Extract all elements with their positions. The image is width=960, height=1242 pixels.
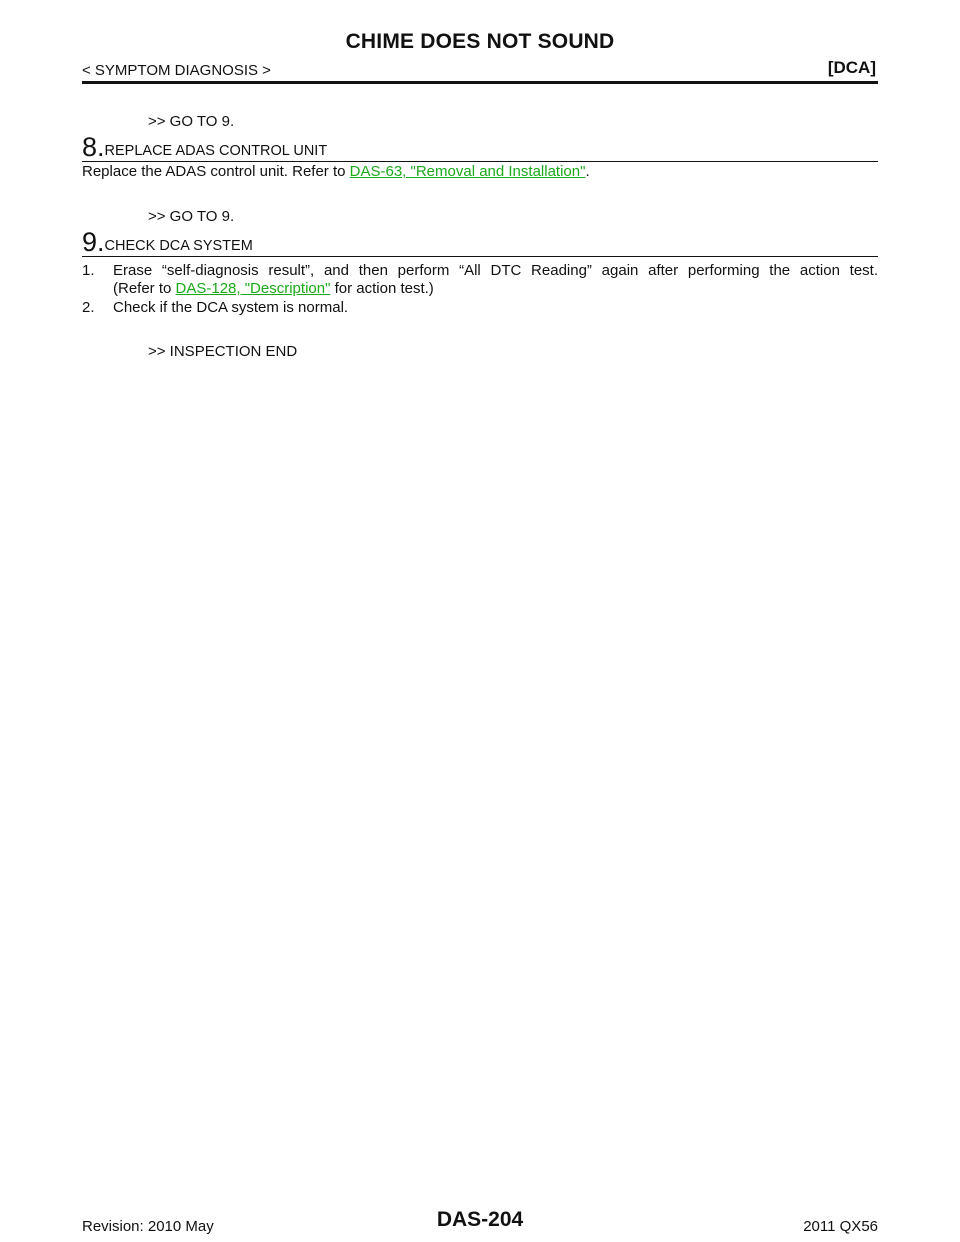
breadcrumb: < SYMPTOM DIAGNOSIS > xyxy=(82,62,271,79)
step-9-title: CHECK DCA SYSTEM xyxy=(104,238,253,254)
step-8-text: Replace the ADAS control unit. Refer to xyxy=(82,163,350,180)
page-title: CHIME DOES NOT SOUND xyxy=(345,30,615,53)
step-8-text-end: . xyxy=(585,163,590,180)
step-8-instruction xyxy=(82,163,878,181)
vehicle-model: 2011 QX56 xyxy=(803,1218,878,1235)
list-item-1-number: 1. xyxy=(82,262,95,279)
header-divider xyxy=(82,81,878,84)
revision-date: Revision: 2010 May xyxy=(82,1218,214,1235)
step-8-title: REPLACE ADAS CONTROL UNIT xyxy=(104,143,328,159)
link-removal-and-installation[interactable]: DAS-63, "Removal and Installation" xyxy=(349,163,586,180)
list-item-2-number: 2. xyxy=(82,299,95,316)
list-item-2-text: Check if the DCA system is normal. xyxy=(113,299,349,316)
list-item-1-text: Erase “self-diagnosis result”, and then perform “All DTC Reading” again after performing the action test. xyxy=(113,262,878,279)
list-item-1-refer-end: for action test.) xyxy=(330,280,434,297)
section-tag: [DCA] xyxy=(827,58,876,77)
list-item-1-line xyxy=(82,262,878,280)
list-item-2 xyxy=(82,299,878,317)
list-item-1-refer: (Refer to xyxy=(113,280,176,297)
step-8-heading xyxy=(82,133,878,162)
step-8-number: 8. xyxy=(82,132,105,162)
link-description[interactable]: DAS-128, "Description" xyxy=(175,280,331,297)
goto-step-9-first: >> GO TO 9. xyxy=(148,113,235,130)
step-9-number: 9. xyxy=(82,227,105,257)
page-number: DAS-204 xyxy=(436,1208,524,1231)
list-item-1-continuation xyxy=(113,280,434,298)
inspection-end: >> INSPECTION END xyxy=(148,343,298,360)
goto-step-9-second: >> GO TO 9. xyxy=(148,208,235,225)
list-item-1 xyxy=(82,262,878,280)
step-9-heading xyxy=(82,228,878,257)
